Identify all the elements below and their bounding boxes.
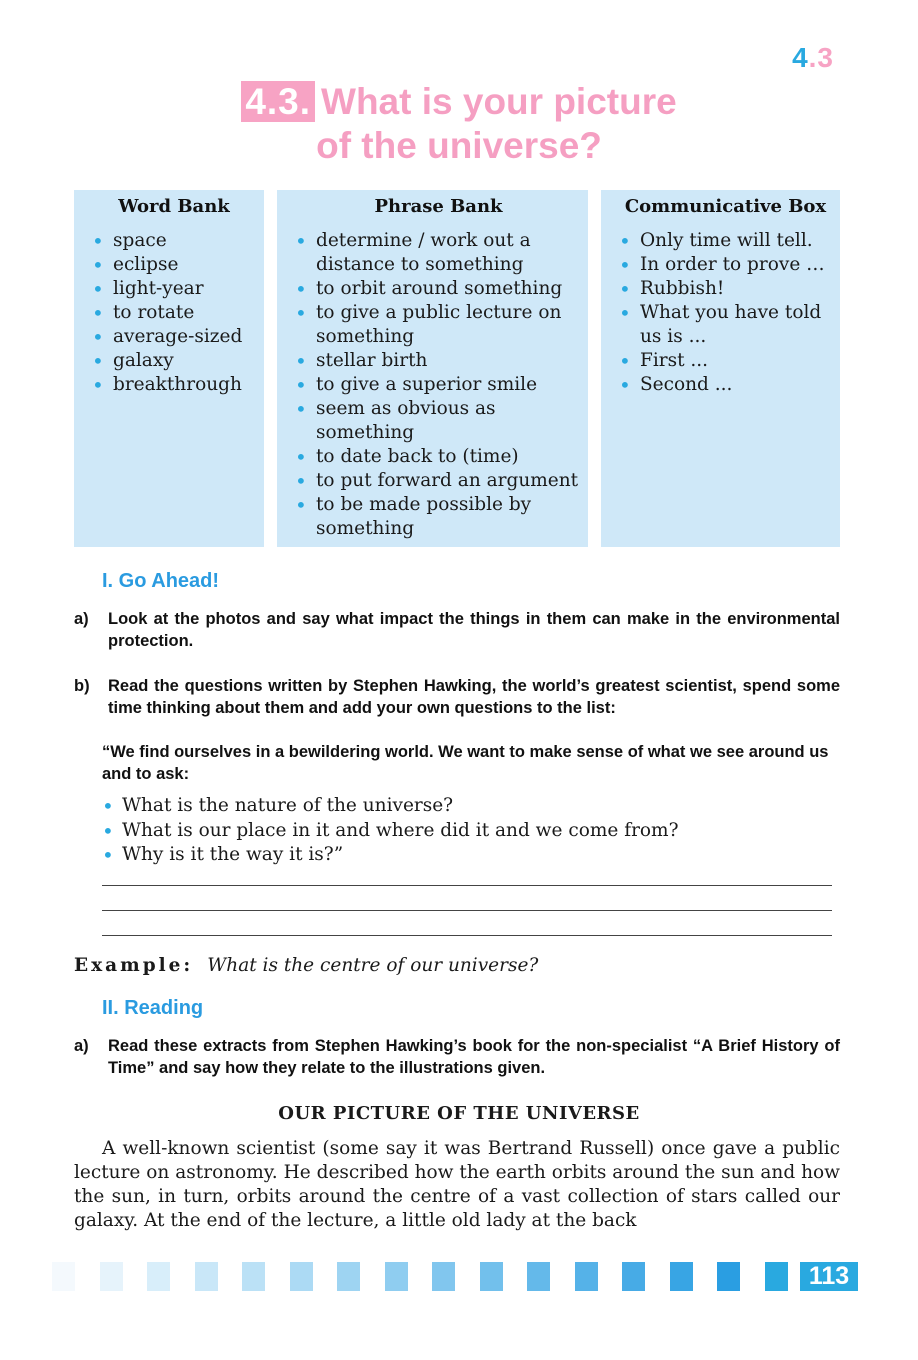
list-item: • to give a superior smile xyxy=(295,373,582,397)
list-item: • determine / work out a distance to something xyxy=(295,229,582,277)
list-item: • to date back to (time) xyxy=(295,445,582,469)
list-item: • to give a public lecture on something xyxy=(295,301,582,349)
section-heading-go-ahead: I. Go Ahead! xyxy=(102,570,220,592)
list-item: • What you have told us is ... xyxy=(619,301,832,349)
task-text: Read these extracts from Stephen Hawking’s book for the non-specialist “A Brief History of Time” and say how they relate to the illustrations given. xyxy=(108,1037,840,1077)
example-text: What is the centre of our universe? xyxy=(207,955,539,976)
list-item: • What is the nature of the universe? xyxy=(102,794,679,819)
footer-square xyxy=(670,1262,693,1291)
footer-square xyxy=(147,1262,170,1291)
footer-square xyxy=(385,1262,408,1291)
footer-square xyxy=(527,1262,550,1291)
phrase-bank-box xyxy=(277,190,588,547)
communicative-box-title: Communicative Box xyxy=(624,196,827,217)
list-item: • light-year xyxy=(92,277,256,301)
footer-square xyxy=(765,1262,788,1291)
answer-line[interactable] xyxy=(102,910,832,911)
task-text: Read the questions written by Stephen Hawking, the world’s greatest scientist, spend some time thinking about them and add your own questions to the list: xyxy=(108,677,840,717)
footer-square xyxy=(622,1262,645,1291)
list-item: • Why is it the way it is?” xyxy=(102,843,679,868)
phrase-bank-title: Phrase Bank xyxy=(374,196,503,217)
title-line-2: of the universe? xyxy=(316,125,602,166)
footer-square xyxy=(242,1262,265,1291)
example xyxy=(74,955,538,976)
footer-square xyxy=(432,1262,455,1291)
footer-square xyxy=(195,1262,218,1291)
list-item: • to rotate xyxy=(92,301,256,325)
vocabulary-boxes xyxy=(74,190,840,547)
list-item: • to put forward an argument xyxy=(295,469,582,493)
title-number: 4.3. xyxy=(241,81,315,122)
word-bank-title: Word Bank xyxy=(118,196,230,217)
title-line-1: What is your picture xyxy=(321,81,677,122)
list-item: • stellar birth xyxy=(295,349,582,373)
footer-square xyxy=(290,1262,313,1291)
list-item: • average-sized xyxy=(92,325,256,349)
list-item: • galaxy xyxy=(92,349,256,373)
communicative-box xyxy=(601,190,840,547)
footer-square xyxy=(337,1262,360,1291)
section-dot: . xyxy=(808,42,818,73)
footer-square xyxy=(575,1262,598,1291)
task-label: b) xyxy=(74,677,90,695)
footer-square xyxy=(100,1262,123,1291)
list-item: • breakthrough xyxy=(92,373,256,397)
answer-line[interactable] xyxy=(102,885,832,886)
task-text: Look at the photos and say what impact the things in them can make in the environmental protection. xyxy=(108,610,840,650)
list-item: • space xyxy=(92,229,256,253)
list-item: • eclipse xyxy=(92,253,256,277)
section-chapter: 4 xyxy=(792,42,809,73)
footer-square xyxy=(717,1262,740,1291)
task-b-go-ahead xyxy=(74,675,840,719)
list-item: • to be made possible by something xyxy=(295,493,582,541)
reading-paragraph: A well-known scientist (some say it was Bertrand Russell) once gave a public lecture on astronomy. He described how the earth orbits around the sun and how the sun, in turn, orbits around the centre of a vast collection of stars called our galaxy. At the end of the lecture, a little old lady at the back xyxy=(74,1138,840,1231)
task-label: a) xyxy=(74,610,89,628)
text-heading: OUR PICTURE OF THE UNIVERSE xyxy=(278,1103,640,1124)
section-number-tag xyxy=(792,42,834,74)
list-item: • Rubbish! xyxy=(619,277,832,301)
example-label: Example: xyxy=(74,955,194,976)
list-item: • to orbit around something xyxy=(295,277,582,301)
footer-square xyxy=(52,1262,75,1291)
task-label: a) xyxy=(74,1037,89,1055)
hawking-questions xyxy=(102,794,679,868)
task-a-reading xyxy=(74,1035,840,1079)
word-bank-list xyxy=(92,229,256,397)
list-item: • In order to prove … xyxy=(619,253,832,277)
task-a-go-ahead xyxy=(74,608,840,652)
footer-square xyxy=(480,1262,503,1291)
answer-line[interactable] xyxy=(102,935,832,936)
list-item: • Only time will tell. xyxy=(619,229,832,253)
list-item: • First ... xyxy=(619,349,832,373)
list-item: • Second ... xyxy=(619,373,832,397)
word-bank-box xyxy=(74,190,264,547)
footer-decoration xyxy=(52,1262,862,1291)
hawking-quote: “We find ourselves in a bewildering world. We want to make sense of what we see around us and to ask: xyxy=(102,743,829,783)
list-item: • What is our place in it and where did it and we come from? xyxy=(102,819,679,844)
page-title xyxy=(0,80,918,168)
section-heading-reading: II. Reading xyxy=(102,997,204,1019)
communicative-box-list xyxy=(619,229,832,397)
page-number: 113 xyxy=(800,1262,858,1291)
section-sub: 3 xyxy=(817,42,834,73)
list-item: • seem as obvious as something xyxy=(295,397,582,445)
phrase-bank-list xyxy=(295,229,582,541)
